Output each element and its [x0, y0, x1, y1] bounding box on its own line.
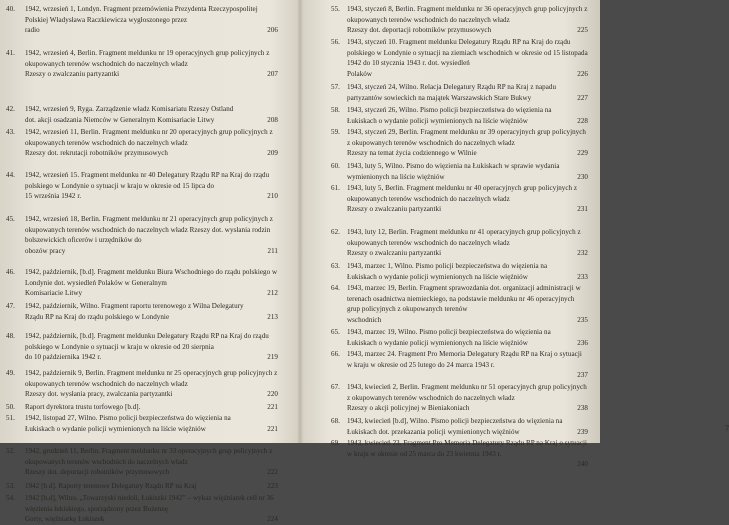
entry-number: 41. — [6, 49, 15, 57]
entry-number: 49. — [6, 369, 15, 377]
entry-number: 40. — [6, 5, 15, 13]
entry-text: 1942, październik, [b.d]. Fragment meldunku Biura Wschodniego do rządu polskiego w Londynie dot. wysiedleń Polaków w Generalnym — [25, 268, 278, 287]
entry-text-last-line: dot. akcji osadzania Niemców w Generalnym Komisariacie Litwy — [25, 115, 215, 124]
entry-text-last-line: Gorty, więźniarkę Łukiszek — [25, 515, 105, 524]
entry-text: 1942, wrzesień 1, Londyn. Fragment przemówienia Prezydenta Rzeczypospolitej Polskiej Władysława Raczkiewicza wygłoszonego przez — [25, 5, 258, 24]
entry-page-number: 228 — [577, 116, 588, 125]
entry-text-last-line: obozów pracy — [25, 247, 66, 256]
toc-entry — [331, 82, 588, 103]
entry-text-last-line: partyzantów sowieckich na majątek Warszawskich Stare Bukwy — [347, 93, 532, 102]
entry-page-number: 213 — [267, 312, 278, 321]
entry-page-number: 238 — [577, 404, 588, 413]
entry-number: 54. — [6, 494, 15, 502]
toc-entry — [6, 331, 278, 363]
entry-text-last-line: Łukiskach dot. przekazania policji wymienionych więźniów — [347, 427, 520, 436]
entry-text-last-line: Rzeszy dot. wysłania pracy, zwalczania partyzantki — [25, 390, 173, 399]
entry-text: 1943, styczeń 24, Wilno. Relacja Delegatury Rządu RP na Kraj z napadu — [347, 83, 557, 91]
entry-page-number: 236 — [577, 338, 588, 347]
entry-page-number: 209 — [267, 149, 278, 158]
entry-text-last-line: 15 września 1942 r. — [25, 192, 82, 201]
entry-text: 1943, marzec 19, Wilno. Pismo policji bezpieczeństwa do więzienia na — [347, 328, 551, 336]
entry-number: 46. — [6, 268, 15, 276]
entry-number: 42. — [6, 105, 15, 113]
entry-text-last-line: Rzeszy o zwalczaniu partyzantki — [347, 205, 442, 214]
toc-entry — [6, 402, 278, 413]
entry-number: 63. — [331, 262, 340, 270]
entry-number: 61. — [331, 184, 340, 192]
entry-text: 1942 [b.d], Wilno. „Towarzyski niedoli, Łukiszki 1942” – wykaz więźniarek cell nr 36 więzienia łukiskiego, sporządzony przez Bożennę — [25, 494, 274, 513]
toc-entry — [331, 416, 588, 437]
entry-number: 58. — [331, 106, 340, 114]
entry-text-last-line: do 10 października 1942 r. — [25, 353, 102, 362]
entry-page-number: 237 — [577, 371, 588, 380]
entry-text-last-line: Raport dyrektora trustu torfowego [b.d]. — [25, 403, 141, 411]
entry-page-number: 229 — [577, 149, 588, 158]
entry-number: 44. — [6, 171, 15, 179]
entry-number: 65. — [331, 328, 340, 336]
entry-text-last-line: Komisariacie Litwy — [25, 289, 83, 298]
toc-entry — [331, 382, 588, 414]
entry-page-number: 233 — [577, 272, 588, 281]
toc-entry — [6, 267, 278, 299]
entry-number: 69. — [331, 439, 340, 447]
entry-number: 68. — [331, 417, 340, 425]
entry-number: 52. — [6, 447, 15, 455]
entry-number: 57. — [331, 83, 340, 91]
entry-page-number: 230 — [577, 172, 588, 181]
entry-page-number: 219 — [267, 353, 278, 362]
entry-number: 51. — [6, 414, 15, 422]
toc-entry — [331, 327, 588, 348]
entry-text: 1943, kwiecień 23. Fragment Pro Memoria Delegatury Rządu RP na Kraj o sytuacji w kraju w okresie od 25 marca do 23 kwietnia 1943 r. — [347, 439, 588, 458]
entry-text-last-line: Rzeszy o zwalczaniu partyzantki — [347, 249, 442, 258]
entry-text: 1943, kwiecień [b.d], Wilno. Pismo policji bezpieczeństwa do więzienia na — [347, 417, 563, 425]
entry-page-number: 212 — [267, 289, 278, 298]
page-number: 7 — [725, 424, 729, 433]
entry-text-last-line: Rządu RP na Kraj do rządu polskiego w Londynie — [25, 312, 170, 321]
entry-page-number: 225 — [577, 26, 588, 35]
entry-page-number: 211 — [267, 247, 278, 256]
entry-number: 50. — [6, 403, 15, 411]
entry-page-number: 227 — [577, 93, 588, 102]
entry-number: 47. — [6, 302, 15, 310]
entry-text: 1942, październik, Wilno. Fragment raportu terenowego z Wilna Delegatury — [25, 302, 244, 310]
toc-entry — [6, 413, 278, 434]
toc-entry — [331, 349, 588, 381]
toc-entry — [6, 368, 278, 400]
entry-text-last-line: Rzeszy dot. deportacji robotników przymusowych — [25, 468, 170, 477]
toc-entry — [331, 227, 588, 259]
entry-text: 1942, wrzesień 9, Ryga. Zarządzenie władz Komisariatu Rzeszy Ostland — [25, 105, 234, 113]
entry-text: 1943, marzec 24. Fragment Pro Memoria Delegatury Rządu RP na Kraj o sytuacji w kraju w okresie od 25 lutego do 24 marca 1943 r. — [347, 350, 582, 369]
toc-entry — [6, 170, 278, 202]
toc-entry — [6, 127, 278, 159]
entry-text-last-line: radio — [25, 26, 40, 35]
entry-page-number: 232 — [577, 249, 588, 258]
toc-entry — [331, 127, 588, 159]
entry-text: 1943, styczeń 8, Berlin. Fragment meldunku nr 36 operacyjnych grup policyjnych z okupowanych terenów wschodnich do naczelnych władz — [347, 5, 588, 24]
entry-text-last-line: Rzeszy o akcji policyjnej w Bieniakoniach — [347, 404, 470, 413]
entry-number: 53. — [6, 482, 15, 490]
entry-text: 1943, marzec 1, Wilno. Pismo policji bezpieczeństwa do więzienia na — [347, 262, 548, 270]
entry-text-last-line: Łukiskach o wydanie policji wymienionych na liście więźniów — [347, 338, 528, 347]
toc-entry — [331, 105, 588, 126]
entry-page-number: 226 — [577, 70, 588, 79]
left-page — [0, 0, 299, 524]
entry-page-number: 235 — [577, 316, 588, 325]
entry-number: 62. — [331, 228, 340, 236]
entry-text-last-line: Łukiskach o wydanie policji wymienionych na liście więźniów — [347, 272, 528, 281]
entry-text: 1942, wrzesień 4, Berlin. Fragment meldunku nr 19 operacyjnych grup policyjnych z okupowanych terenów wschodnich do naczelnych władz — [25, 49, 270, 68]
toc-entry — [331, 261, 588, 282]
entry-number: 43. — [6, 128, 15, 136]
entry-text-last-line: wschodnich — [347, 316, 382, 325]
toc-entry — [6, 301, 278, 322]
toc-entry — [331, 283, 588, 326]
toc-entry — [331, 183, 588, 215]
entry-page-number: 220 — [267, 390, 278, 399]
entry-text-last-line: wymienionych na liście więźniów — [347, 172, 445, 181]
entry-text: 1943, styczeń 10. Fragment meldunku Delegatury Rządu RP na Kraj do rządu polskiego w Londynie o sytuacji na ziemiach wschodnich w okresie od 15 listopada 1942 do 10 stycznia 1943 r. dot. wysiedleń — [347, 38, 588, 68]
entry-text-last-line: Rzeszy dot. rekrutacji robotników przymusowych — [25, 149, 169, 158]
entry-number: 48. — [6, 332, 15, 340]
toc-entry — [331, 37, 588, 80]
entry-text: 1943, styczeń 29, Berlin. Fragment meldunku nr 39 operacyjnych grup policyjnych z okupowanych terenów wschodnich do naczelnych władz — [347, 128, 586, 147]
entry-text: 1943, luty 5, Wilno. Pismo do więzienia na Łukiskach w sprawie wydania — [347, 162, 560, 170]
toc-entry — [6, 446, 278, 478]
entry-text-last-line: Polaków — [347, 70, 373, 79]
entry-text: 1943, luty 5, Berlin. Fragment meldunku nr 40 operacyjnych grup policyjnych z okupowanych terenów wschodnich do naczelnych władz — [347, 184, 578, 203]
toc-entry — [6, 104, 278, 125]
entry-text: 1942, listopad 27, Wilno. Pismo policji bezpieczeństwa do więzienia na — [25, 414, 231, 422]
toc-entry — [6, 214, 278, 257]
entry-text-last-line: Rzeszy o zwalczaniu partyzantki — [25, 70, 120, 79]
entry-number: 56. — [331, 38, 340, 46]
entry-text: 1943, kwiecień 2, Berlin. Fragment meldunku nr 51 operacyjnych grup policyjnych z okupowanych terenów wschodnich do naczelnych władz — [347, 383, 587, 402]
entry-number: 64. — [331, 284, 340, 292]
toc-entry — [6, 48, 278, 80]
entry-text: 1942, wrzesień 11, Berlin. Fragment meldunku nr 20 operacyjnych grup policyjnych z okupowanych terenów wschodnich do naczelnych władz — [25, 128, 273, 147]
toc-entry — [331, 161, 588, 182]
entry-text-last-line: Rzeszy dot. deportacji robotników przymusowych — [347, 26, 492, 35]
entry-page-number: 210 — [267, 192, 278, 201]
entry-page-number: 223 — [267, 482, 278, 490]
entry-number: 45. — [6, 215, 15, 223]
entry-page-number: 221 — [267, 403, 278, 411]
toc-entry — [6, 4, 278, 36]
entry-number: 60. — [331, 162, 340, 170]
entry-page-number: 240 — [577, 460, 588, 469]
entry-page-number: 207 — [267, 70, 278, 79]
entry-text: 1942, wrzesień 15. Fragment meldunku nr 40 Delegatury Rządu RP na Kraj do rządu polskiego w Londynie o sytuacji w kraju w okresie od 15 lipca do — [25, 171, 270, 190]
entry-page-number: 206 — [267, 26, 278, 35]
entry-text-last-line: Łukiskach o wydanie policji wymienionych na liście więźniów — [347, 116, 528, 125]
entry-page-number: 224 — [267, 515, 278, 524]
entry-text: 1943, styczeń 26, Wilno. Pismo policji bezpieczeństwa do więzienia na — [347, 106, 552, 114]
toc-entry — [331, 4, 588, 36]
entry-text-last-line: Rzeszy na temat życia codziennego w Wilnie — [347, 149, 477, 158]
entry-page-number: 221 — [267, 424, 278, 433]
right-page — [301, 0, 729, 469]
entry-text-last-line: 1942 [b.d]. Raporty terenowe Delegatury Rządu RP na Kraj — [25, 482, 197, 490]
entry-text-last-line: Łukiskach o wydanie policji wymienionych na liście więźniów — [25, 424, 206, 433]
entry-text: 1943, luty 12, Berlin. Fragment meldunku nr 41 operacyjnych grup policyjnych z okupowanych terenów wschodnich do naczelnych władz — [347, 228, 581, 247]
entry-number: 59. — [331, 128, 340, 136]
entry-number: 67. — [331, 383, 340, 391]
entry-text: 1942, grudzień 11, Berlin. Fragment meldunku nr 33 operacyjnych grup policyjnych z okupowanych terenów wschodnich do naczelnych władz — [25, 447, 273, 466]
entry-number: 55. — [331, 5, 340, 13]
entry-text: 1942, październik, [b.d]. Fragment meldunku Delegatury Rządu RP na Kraj do rządu polskiego w Londynie o sytuacji w kraju w okresie od 20 sierpnia — [25, 332, 269, 351]
entry-text: 1942, wrzesień 18, Berlin. Fragment meldunku nr 21 operacyjnych grup policyjnych z okupowanych terenów wschodnich do naczelnych władz Rzeszy dot. wysłania rodzin bolszewickich oficerów i urzędników do — [25, 215, 273, 245]
entry-text: 1943, marzec 19, Berlin. Fragment sprawozdania dot. organizacji administracji w terenach osadnictwa niemieckiego, na podstawie meldunku nr 46 operacyjnych grup policyjnych z okupowanych terenów — [347, 284, 581, 314]
toc-entry — [6, 481, 278, 492]
toc-entry — [6, 493, 278, 525]
toc-entry — [331, 438, 588, 470]
entry-page-number: 239 — [577, 427, 588, 436]
entry-page-number: 222 — [267, 468, 278, 477]
entry-text: 1942, październik 9, Berlin. Fragment meldunku nr 25 operacyjnych grup policyjnych z okupowanych terenów wschodnich do naczelnych władz — [25, 369, 278, 388]
entry-number: 66. — [331, 350, 340, 358]
entry-page-number: 208 — [267, 115, 278, 124]
entry-page-number: 231 — [577, 205, 588, 214]
